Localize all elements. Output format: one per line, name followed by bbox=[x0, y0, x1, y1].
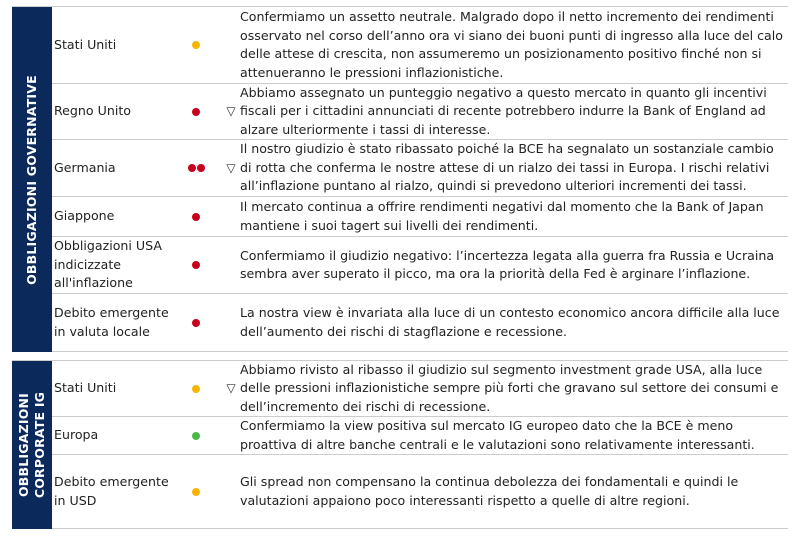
rating-dot-red-icon bbox=[188, 164, 196, 172]
section-title: OBBLIGAZIONI GOVERNATIVE bbox=[24, 74, 39, 285]
table-row bbox=[52, 294, 788, 352]
rating-dots bbox=[170, 108, 222, 116]
rating-dot-red-icon bbox=[197, 164, 205, 172]
rating-dots bbox=[170, 488, 222, 496]
table-row bbox=[52, 140, 788, 197]
downgrade-triangle-icon: ▽ bbox=[226, 381, 236, 396]
row-comment: Il nostro giudizio è stato ribassato poiché la BCE ha segnalato un sostanziale cambio di rotta che conferma le nostre attese di un rialzo dei tassi in Europa. I rischi relativi all’inflazione puntano al rialzo, quindi si prevedono ulteriori incrementi dei tassi. bbox=[240, 141, 774, 194]
table-row bbox=[52, 7, 788, 84]
rating-dot-yellow-icon bbox=[192, 385, 200, 393]
table-row bbox=[52, 237, 788, 294]
section-government-bonds bbox=[12, 6, 788, 352]
rating-dots bbox=[170, 385, 222, 393]
downgrade-triangle-icon: ▽ bbox=[226, 160, 236, 175]
rating-dots bbox=[170, 319, 222, 327]
rating-dot-red-icon bbox=[192, 108, 200, 116]
row-comment: Gli spread non compensano la continua debolezza dei fondamentali e quindi le valutazioni appaiono poco interessanti rispetto a quelle di altre regioni. bbox=[240, 474, 739, 508]
section-title: OBBLIGAZIONI CORPORATE IG bbox=[16, 391, 47, 499]
row-label: Stati Uniti bbox=[54, 380, 117, 396]
row-comment: Confermiamo la view positiva sul mercato IG europeo dato che la BCE è meno proattiva di altre banche centrali e le valutazioni sono relativamente interessanti. bbox=[240, 418, 755, 452]
row-comment: Confermiamo il giudizio negativo: l’incertezza legata alla guerra fra Russia e Ucraina sembra aver superato il picco, ma ora la priorità della Fed è arginare l’inflazione. bbox=[240, 247, 775, 281]
row-label: Germania bbox=[54, 159, 116, 175]
section-title-bar bbox=[12, 361, 52, 529]
rating-dots bbox=[170, 432, 222, 440]
rating-dot-red-icon bbox=[192, 261, 200, 269]
rating-dots bbox=[170, 41, 222, 49]
table-row bbox=[52, 361, 788, 417]
section-title-bar bbox=[12, 7, 52, 352]
row-label: Debito emergente in USD bbox=[54, 474, 169, 508]
row-comment: La nostra view è invariata alla luce di un contesto economico ancora difficile alla luce dell’aumento dei rischi di stagflazione e recessione. bbox=[240, 305, 780, 339]
rating-dot-green-icon bbox=[192, 432, 200, 440]
row-label: Giappone bbox=[54, 208, 115, 224]
row-comment: Abbiamo rivisto al ribasso il giudizio sul segmento investment grade USA, alla luce delle pressioni inflazionistiche sempre più forti che gravano sul settore dei consumi e dell’incremento dei rischi di recessione. bbox=[240, 361, 779, 414]
rating-dots bbox=[170, 164, 222, 172]
row-label: Regno Unito bbox=[54, 103, 131, 119]
rating-dot-red-icon bbox=[192, 213, 200, 221]
row-label: Obbligazioni USA indicizzate all'inflazione bbox=[54, 238, 162, 291]
downgrade-triangle-icon: ▽ bbox=[226, 104, 236, 119]
rating-dot-yellow-icon bbox=[192, 41, 200, 49]
section-corporate-ig bbox=[12, 360, 788, 529]
table-row bbox=[52, 84, 788, 140]
row-label: Stati Uniti bbox=[54, 36, 117, 52]
row-comment: Il mercato continua a offrire rendimenti negativi dal momento che la Bank of Japan mantiene i suoi tagert sui livelli dei rendimenti. bbox=[240, 199, 764, 233]
row-comment: Abbiamo assegnato un punteggio negativo a questo mercato in quanto gli incentivi fiscali per i cittadini annunciati di recente potrebbero indurre la Bank of England ad alzare ulteriormente i tassi di interesse. bbox=[240, 84, 767, 137]
row-label: Europa bbox=[54, 427, 99, 443]
rating-dots bbox=[170, 261, 222, 269]
row-label: Debito emergente in valuta locale bbox=[54, 305, 169, 339]
table-row bbox=[52, 417, 788, 455]
rating-dot-yellow-icon bbox=[192, 488, 200, 496]
rating-dots bbox=[170, 213, 222, 221]
table-row bbox=[52, 455, 788, 529]
row-comment: Confermiamo un assetto neutrale. Malgrado dopo il netto incremento dei rendimenti osservato nel corso dell’anno ora vi siano dei buoni punti di ingresso alla luce del calo delle attese di crescita, non assumeremo un posizionamento positivo finché non si attenueranno le pressioni inflazionistiche. bbox=[240, 9, 783, 80]
rating-dot-red-icon bbox=[192, 319, 200, 327]
table-row bbox=[52, 197, 788, 237]
